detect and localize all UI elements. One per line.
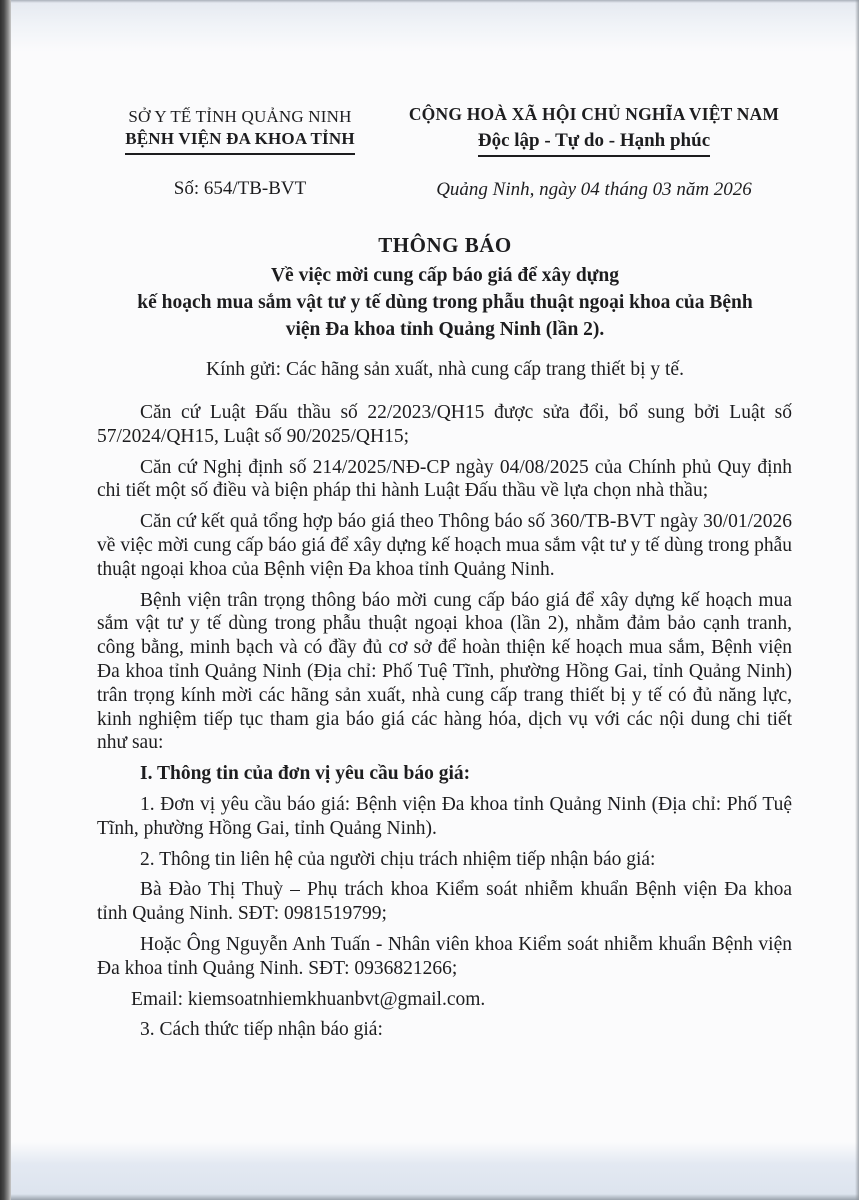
section-3-heading: 3. Cách thức tiếp nhận báo giá: bbox=[140, 1019, 383, 1041]
scan-edge-left bbox=[0, 0, 11, 1200]
section-1-heading: I. Thông tin của đơn vị yêu cầu báo giá: bbox=[140, 763, 471, 785]
scan-edge-bottom bbox=[11, 1142, 859, 1200]
document-body bbox=[97, 401, 792, 1049]
document-title: THÔNG BÁO bbox=[378, 233, 512, 257]
issuer-organization: BỆNH VIỆN ĐA KHOA TỈNH bbox=[125, 128, 355, 154]
scan-edge-top bbox=[11, 0, 859, 52]
scan-edge-right bbox=[855, 0, 859, 1200]
legal-basis-paragraph-3: Căn cứ kết quả tổng hợp báo giá theo Thông báo số 360/TB-BVT ngày 30/01/2026 về việc mời cung cấp báo giá để xây dựng kế hoạch mua sắm vật tư y tế dùng trong phẫu thuật ngoại khoa của Bệnh viện Đa khoa tỉnh Quảng Ninh. bbox=[97, 511, 792, 580]
place-and-date: Quảng Ninh, ngày 04 tháng 03 năm 2026 bbox=[436, 178, 752, 200]
issuer-department: SỞ Y TẾ TỈNH QUẢNG NINH bbox=[128, 107, 352, 126]
national-motto-line2: Độc lập - Tự do - Hạnh phúc bbox=[478, 129, 710, 157]
document-number: Số: 654/TB-BVT bbox=[173, 177, 307, 199]
national-header bbox=[388, 104, 800, 201]
document-subject-line-2: kế hoạch mua sắm vật tư y tế dùng trong phẫu thuật ngoại khoa của Bệnh bbox=[137, 292, 753, 313]
legal-basis-paragraph-2: Căn cứ Nghị định số 214/2025/NĐ-CP ngày 04/08/2025 của Chính phủ Quy định chi tiết một số điều và biện pháp thi hành Luật Đấu thầu về lựa chọn nhà thầu; bbox=[97, 456, 792, 502]
legal-basis-paragraph-1: Căn cứ Luật Đấu thầu số 22/2023/QH15 được sửa đổi, bổ sung bởi Luật số 57/2024/QH15, Luật số 90/2025/QH15; bbox=[97, 402, 792, 447]
title-block bbox=[95, 233, 795, 381]
contact-email: Email: kiemsoatnhiemkhuanbvt@gmail.com. bbox=[131, 988, 486, 1010]
contact-person-1: Bà Đào Thị Thuỳ – Phụ trách khoa Kiểm soát nhiễm khuẩn Bệnh viện Đa khoa tỉnh Quảng Ninh. SĐT: 0981519799; bbox=[97, 879, 792, 925]
document-subject-line-1: Về việc mời cung cấp báo giá để xây dựng bbox=[270, 265, 620, 286]
requesting-unit-paragraph: 1. Đơn vị yêu cầu báo giá: Bệnh viện Đa khoa tỉnh Quảng Ninh (Địa chỉ: Phố Tuệ Tĩnh, phường Hồng Gai, tỉnh Quảng Ninh). bbox=[97, 793, 792, 839]
announcement-paragraph: Bệnh viện trân trọng thông báo mời cung cấp báo giá để xây dựng kế hoạch mua sắm vật tư y tế dùng trong phẫu thuật ngoại khoa (lần 2), nhằm đảm bảo cạnh tranh, công bằng, minh bạch và có đầy đủ cơ sở để hoàn thiện kế hoạch mua sắm, Bệnh viện Đa khoa tỉnh Quảng Ninh (Địa chỉ: Phố Tuệ Tĩnh, phường Hồng Gai, tỉnh Quảng Ninh) trân trọng kính mời các hãng sản xuất, nhà cung cấp trang thiết bị y tế có đủ năng lực, kinh nghiệm tiếp tục tham gia báo giá các hàng hóa, dịch vụ với các nội dung chi tiết như sau: bbox=[97, 589, 792, 754]
contact-person-2: Hoặc Ông Nguyễn Anh Tuấn - Nhân viên khoa Kiểm soát nhiễm khuẩn Bệnh viện Đa khoa tỉnh Quảng Ninh. SĐT: 0936821266; bbox=[97, 933, 792, 979]
contact-info-heading: 2. Thông tin liên hệ của người chịu trách nhiệm tiếp nhận báo giá: bbox=[140, 848, 656, 870]
document-subject-line-3: viện Đa khoa tỉnh Quảng Ninh (lần 2). bbox=[285, 319, 605, 340]
salutation-line: Kính gửi: Các hãng sản xuất, nhà cung cấp trang thiết bị y tế. bbox=[206, 359, 684, 380]
issuer-header bbox=[100, 106, 380, 200]
national-motto-line1: CỘNG HOÀ XÃ HỘI CHỦ NGHĨA VIỆT NAM bbox=[408, 104, 780, 124]
